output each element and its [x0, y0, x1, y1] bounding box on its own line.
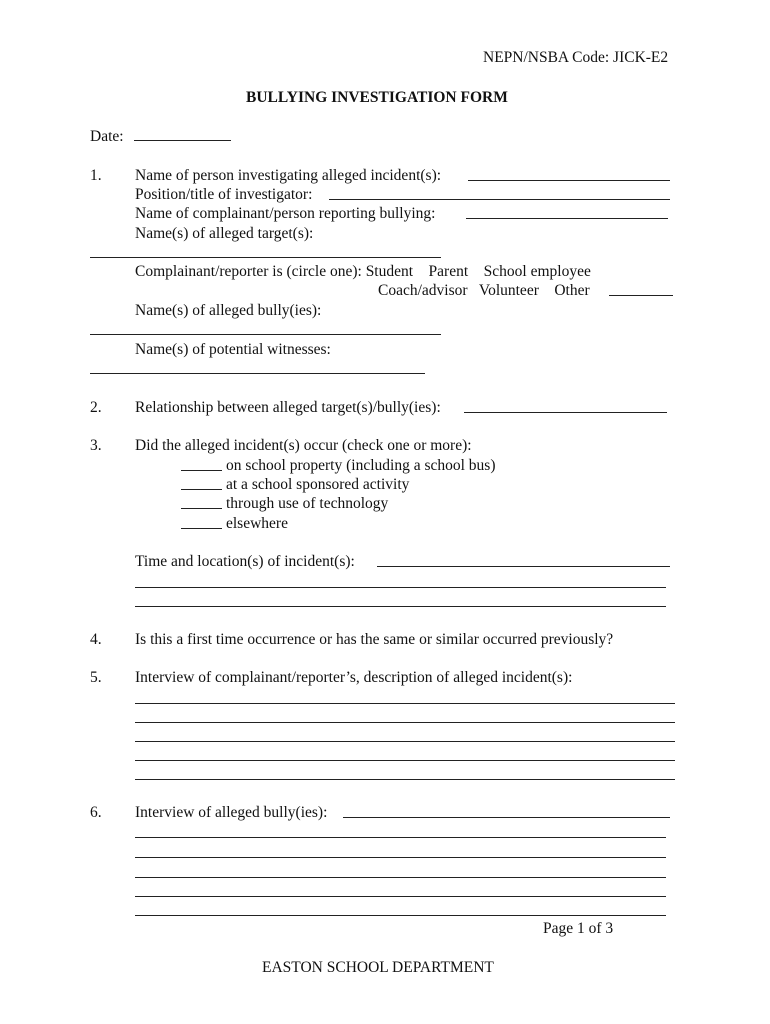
- q3-check-1[interactable]: [181, 470, 222, 471]
- q1-reporter-is-label-2: Coach/advisor Volunteer Other: [378, 282, 590, 299]
- page-number: Page 1 of 3: [543, 920, 614, 937]
- q3-time-location-label: Time and location(s) of incident(s):: [135, 553, 355, 570]
- q6-line-5[interactable]: [135, 915, 666, 916]
- q1-bullies-label: Name(s) of alleged bully(ies):: [135, 302, 322, 319]
- q3-number: 3.: [90, 437, 102, 454]
- q6-number: 6.: [90, 804, 102, 821]
- q4-text: Is this a first time occurrence or has the same or similar occurred previously?: [135, 631, 614, 648]
- q3-text: Did the alleged incident(s) occur (check one or more):: [135, 437, 472, 454]
- q6-line-first[interactable]: [343, 817, 670, 818]
- witnesses-field[interactable]: [90, 373, 425, 374]
- q5-text: Interview of complainant/reporter’s, description of alleged incident(s):: [135, 669, 573, 686]
- relationship-field[interactable]: [464, 412, 667, 413]
- page-title: BULLYING INVESTIGATION FORM: [246, 89, 508, 106]
- q3-check-4[interactable]: [181, 528, 222, 529]
- q6-line-1[interactable]: [135, 837, 666, 838]
- q5-line-3[interactable]: [135, 741, 675, 742]
- q2-text: Relationship between alleged target(s)/bully(ies):: [135, 399, 441, 416]
- q1-number: 1.: [90, 167, 102, 184]
- q1-targets-label: Name(s) of alleged target(s):: [135, 225, 314, 242]
- q6-line-4[interactable]: [135, 896, 666, 897]
- targets-field[interactable]: [90, 257, 441, 258]
- q6-line-2[interactable]: [135, 857, 666, 858]
- q5-line-2[interactable]: [135, 722, 675, 723]
- q3-check-3[interactable]: [181, 508, 222, 509]
- q1-complainant-name-label: Name of complainant/person reporting bullying:: [135, 205, 436, 222]
- time-location-line-3[interactable]: [135, 606, 666, 607]
- bullies-field[interactable]: [90, 334, 441, 335]
- q1-investigator-name-label: Name of person investigating alleged incident(s):: [135, 167, 442, 184]
- q2-number: 2.: [90, 399, 102, 416]
- q1-witnesses-label: Name(s) of potential witnesses:: [135, 341, 331, 358]
- time-location-line-2[interactable]: [135, 587, 666, 588]
- q3-option-4: elsewhere: [226, 515, 288, 532]
- q6-text: Interview of alleged bully(ies):: [135, 804, 328, 821]
- q3-option-1: on school property (including a school bus): [226, 457, 496, 474]
- q3-check-2[interactable]: [181, 489, 222, 490]
- q3-option-2: at a school sponsored activity: [226, 476, 410, 493]
- q1-reporter-is-label: Complainant/reporter is (circle one): Student Parent School employee: [135, 263, 591, 280]
- department-name: EASTON SCHOOL DEPARTMENT: [262, 959, 494, 976]
- q5-line-1[interactable]: [135, 703, 675, 704]
- reporter-other-field[interactable]: [609, 295, 673, 296]
- complainant-name-field[interactable]: [466, 218, 668, 219]
- investigator-name-field[interactable]: [468, 180, 670, 181]
- investigator-title-field[interactable]: [329, 199, 670, 200]
- time-location-field[interactable]: [377, 566, 670, 567]
- date-label: Date:: [90, 128, 124, 145]
- q5-number: 5.: [90, 669, 102, 686]
- q4-number: 4.: [90, 631, 102, 648]
- q1-investigator-title-label: Position/title of investigator:: [135, 186, 313, 203]
- form-code: NEPN/NSBA Code: JICK-E2: [483, 49, 669, 66]
- q5-line-5[interactable]: [135, 779, 675, 780]
- q6-line-3[interactable]: [135, 877, 666, 878]
- date-field[interactable]: [134, 140, 231, 141]
- q3-option-3: through use of technology: [226, 495, 389, 512]
- q5-line-4[interactable]: [135, 760, 675, 761]
